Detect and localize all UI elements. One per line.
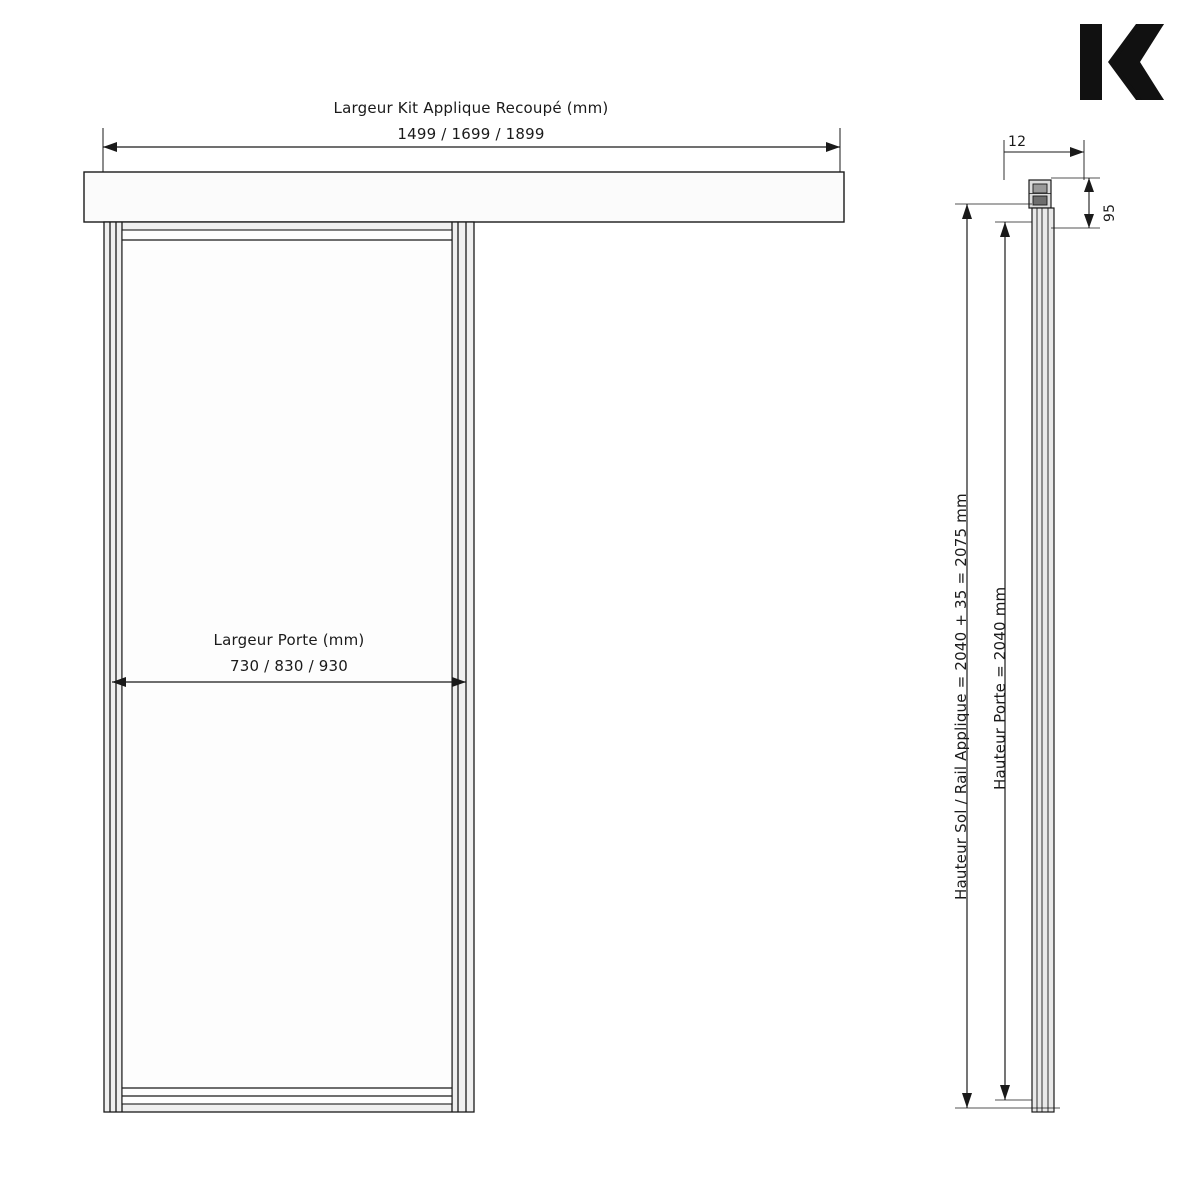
label-floor-rail-height: Hauteur Sol / Rail Applique = 2040 + 35 = 2075 mm (952, 493, 970, 900)
label-kit-width-title: Largeur Kit Applique Recoupé (mm) (333, 99, 609, 117)
rail-box (84, 172, 844, 222)
label-rail-height: 95 (1102, 203, 1118, 222)
label-rail-depth: 12 (1008, 134, 1027, 150)
door-side-profile (1032, 208, 1054, 1112)
label-kit-width-values: 1499 / 1699 / 1899 (397, 125, 545, 143)
label-door-width-values: 730 / 830 / 930 (229, 657, 349, 675)
brand-logo (1080, 24, 1164, 100)
label-door-width-title: Largeur Porte (mm) (213, 631, 365, 649)
label-door-height: Hauteur Porte = 2040 mm (991, 586, 1009, 790)
